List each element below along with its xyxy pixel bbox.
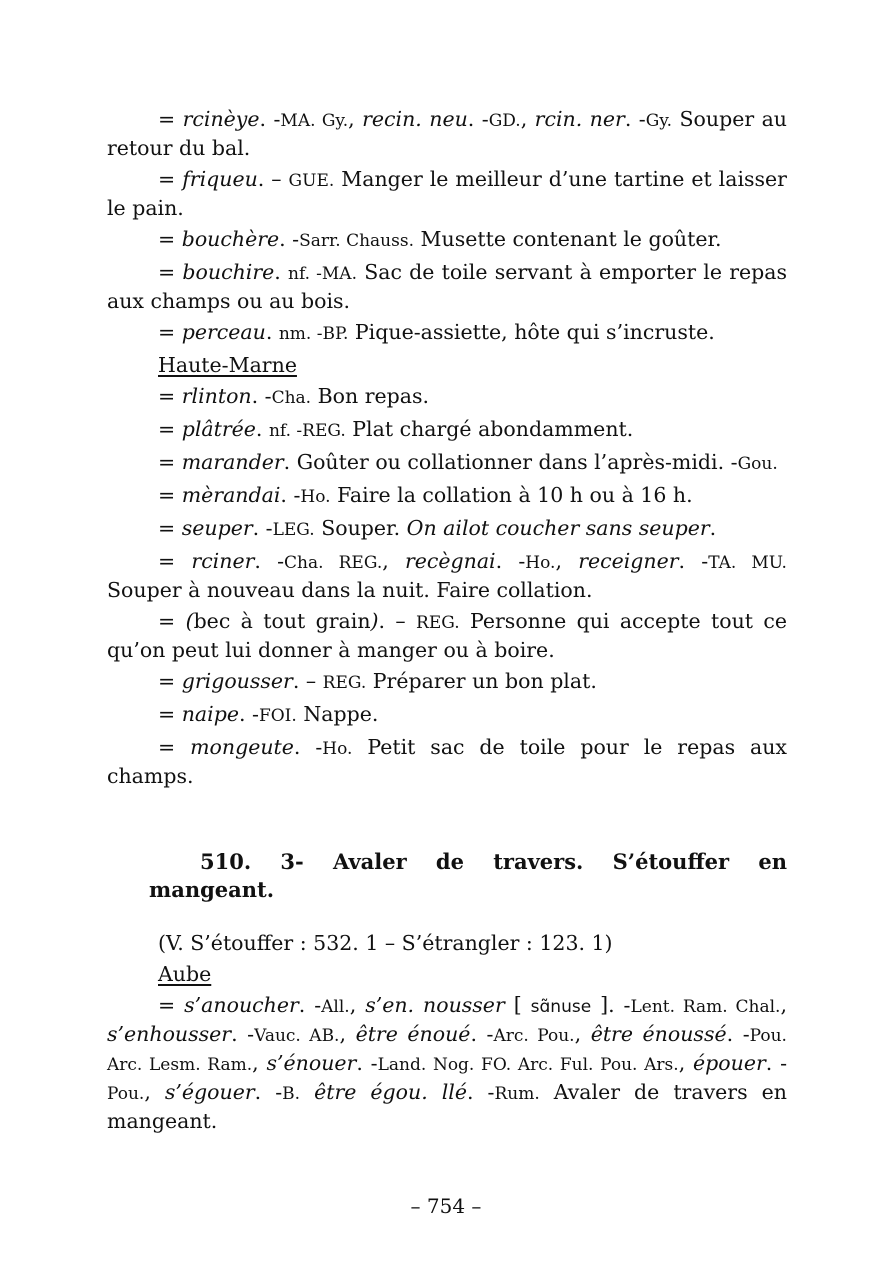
source-abbrev: Cha. REG. [284, 553, 383, 573]
source-abbrev: Pou. Arc. Lesm. Ram. [107, 1026, 787, 1075]
headword: receigner [578, 549, 679, 573]
dictionary-entry: = naipe. -FOI. Nappe. [158, 702, 379, 726]
section-spacer [107, 794, 787, 848]
headword: recègnai [404, 549, 496, 573]
headword: seuper [181, 516, 253, 540]
headword: rcin. ner [534, 107, 625, 131]
source-abbrev: Lent. Ram. Chal. [630, 997, 781, 1017]
definition: Sac de toile servant à emporter le repas aux champs ou au bois. [107, 260, 787, 313]
dictionary-entry: = grigousser. – REG. Préparer un bon plat. [158, 669, 597, 693]
source-abbrev: LEG. [272, 520, 315, 540]
headword: s’égouer [164, 1080, 255, 1104]
definition: Souper. [314, 516, 407, 540]
headword: s’en. nousser [365, 993, 505, 1017]
headword: grigousser [181, 669, 293, 693]
definition: Manger le meilleur d’une tartine et laisser le pain. [107, 167, 787, 220]
headword: bouchère [181, 227, 280, 251]
definition: Bon repas. [311, 384, 430, 408]
headword: être énoussé [590, 1022, 727, 1046]
definition: Personne qui accepte tout ce qu’on peut lui donner à manger ou à boire. [107, 609, 787, 662]
headword: mèrandai [181, 483, 281, 507]
headword: bouchire [182, 260, 275, 284]
headword: rciner [191, 549, 255, 573]
headword: être énoué [355, 1022, 471, 1046]
phonetic-transcription: sɑ̃nuse [530, 997, 592, 1017]
dictionary-entry: = seuper. -LEG. Souper. On ailot coucher sans seuper. [158, 516, 717, 540]
dictionary-entry: = marander. Goûter ou collationner dans l’après-midi. -Gou. [158, 450, 778, 474]
headword: s’anoucher [184, 993, 299, 1017]
dictionary-entry: = rciner. -Cha. REG., recègnai. -Ho., receigner. -TA. MU. Souper à nouveau dans la nuit. Faire collation. [107, 549, 787, 602]
source-abbrev: Land. Nog. FO. Arc. Ful. Pou. Ars. [377, 1055, 679, 1075]
definition: Goûter ou collationner dans l’après-midi. - [296, 450, 738, 474]
headword: marander [181, 450, 284, 474]
source-abbrev: nf. -MA. [288, 264, 357, 284]
section-title: 510. 3- Avaler de travers. S’étouffer en mangeant. [149, 849, 787, 902]
headword: mongeute [190, 735, 294, 759]
headword: épouer [693, 1051, 766, 1075]
source-abbrev: GD. [488, 111, 521, 131]
source-abbrev: Ho. [322, 739, 353, 759]
definition: Petit sac de toile pour le repas aux champs. [107, 735, 787, 788]
headword: bec à tout grain [193, 609, 371, 633]
source-abbrev: Gou. [737, 454, 778, 474]
definition: Avaler de travers en mangeant. [107, 1080, 787, 1133]
definition: Pique-assiette, hôte qui s’incruste. [348, 320, 715, 344]
headword: perceau [181, 320, 266, 344]
dictionary-entry: = mèrandai. -Ho. Faire la collation à 10 h ou à 16 h. [158, 483, 693, 507]
definition: Préparer un bon plat. [366, 669, 597, 693]
dictionary-entry: = rlinton. -Cha. Bon repas. [158, 384, 430, 408]
dictionary-entry: = plâtrée. nf. -REG. Plat chargé abondamment. [158, 417, 634, 441]
headword: rlinton [181, 384, 252, 408]
headword: s’énouer [266, 1051, 357, 1075]
source-abbrev: Vauc. AB. [254, 1026, 340, 1046]
source-abbrev: Ho. [525, 553, 556, 573]
source-abbrev: MA. Gy. [280, 111, 349, 131]
source-abbrev: GUE. [288, 171, 335, 191]
definition: Souper au retour du bal. [107, 107, 787, 160]
source-abbrev: Pou. [107, 1084, 145, 1104]
dictionary-entry: = bouchire. nf. -MA. Sac de toile servant à emporter le repas aux champs ou au bois. [107, 260, 787, 313]
dictionary-entry: = mongeute. -Ho. Petit sac de toile pour le repas aux champs. [107, 735, 787, 788]
region-heading: Haute-Marne [158, 353, 297, 377]
headword: rcinèye [182, 107, 260, 131]
source-abbrev: Arc. Pou. [493, 1026, 575, 1046]
source-abbrev: REG. [416, 613, 460, 633]
definition: Nappe. [296, 702, 379, 726]
source-abbrev: All. [321, 997, 350, 1017]
source-abbrev: nm. -BP. [278, 324, 349, 344]
text-column [107, 106, 787, 1139]
source-abbrev: Sarr. Chauss. [299, 231, 414, 251]
dictionary-entry: = perceau. nm. -BP. Pique-assiette, hôte qui s’incruste. [158, 320, 715, 344]
headword: friqueu [182, 167, 258, 191]
headword: être égou. llé [314, 1080, 467, 1104]
source-abbrev: B. [282, 1084, 301, 1104]
source-abbrev: TA. MU. [708, 553, 787, 573]
page-number: – 754 – [410, 1194, 482, 1218]
dictionary-entry: = friqueu. – GUE. Manger le meilleur d’une tartine et laisser le pain. [107, 167, 787, 220]
dictionary-entry: = s’anoucher. -All., s’en. nousser [ sɑ̃nuse ]. -Lent. Ram. Chal., s’enhousser. -Vauc. AB., être énoué. -Arc. Pou., être énoussé. -Pou. Arc. Lesm. Ram., s’énouer. -Land. Nog. FO. Arc. Ful. Pou. Ars., épouer. -Pou., s’égouer. -B. être égou. llé. -Rum. Avaler de travers en mangeant. [107, 993, 787, 1133]
source-abbrev: REG. [322, 673, 367, 693]
source-abbrev: Gy. [645, 111, 673, 131]
headword: naipe [181, 702, 239, 726]
definition: Souper à nouveau dans la nuit. Faire collation. [107, 578, 593, 602]
definition: Musette contenant le goûter. [413, 227, 722, 251]
source-abbrev: Cha. [271, 388, 312, 408]
dictionary-entry: = (bec à tout grain). – REG. Personne qui accepte tout ce qu’on peut lui donner à manger ou à boire. [107, 609, 787, 662]
headword: recin. neu [362, 107, 468, 131]
dictionary-entry: = bouchère. -Sarr. Chauss. Musette contenant le goûter. [158, 227, 722, 251]
source-abbrev: nf. -REG. [268, 421, 346, 441]
dictionary-entry: = rcinèye. -MA. Gy., recin. neu. -GD., rcin. ner. -Gy. Souper au retour du bal. [107, 107, 787, 160]
region-heading: Aube [158, 962, 212, 986]
example-phrase: On ailot coucher sans seuper [406, 516, 710, 540]
headword: s’enhousser [107, 1022, 232, 1046]
definition: Plat chargé abondamment. [345, 417, 634, 441]
headword: plâtrée [181, 417, 256, 441]
source-abbrev: Ho. [300, 487, 331, 507]
source-abbrev: FOI. [258, 706, 297, 726]
definition: Faire la collation à 10 h ou à 16 h. [330, 483, 693, 507]
source-abbrev: Rum. [494, 1084, 540, 1104]
cross-reference: (V. S’étouffer : 532. 1 – S’étrangler : 123. 1) [158, 931, 613, 955]
